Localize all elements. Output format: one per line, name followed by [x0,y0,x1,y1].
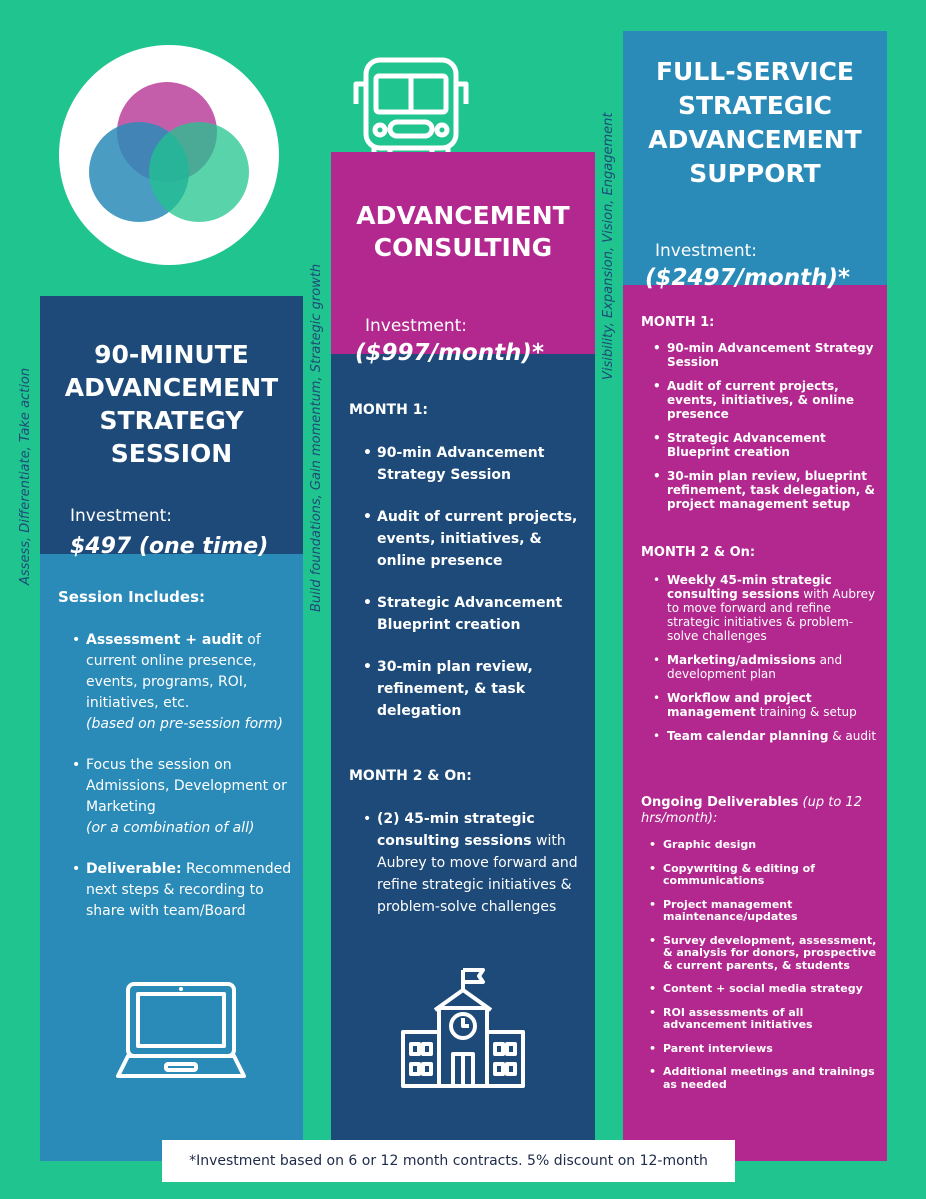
school-icon [399,966,527,1090]
list-item: • 30-min plan review, refinement, & task delegation [377,656,587,722]
list-item: • Audit of current projects, events, initiatives, & online presence [667,379,877,421]
col3-header [623,31,887,285]
list-item: • 90-min Advancement Strategy Session [377,442,587,486]
list-item: • Weekly 45-min strategic consulting sessions with Aubrey to move forward and refine strategic initiatives & problem-solve challenges [667,573,879,643]
col2-body [331,340,595,1161]
list-item: • Parent interviews [663,1043,877,1056]
list-item: • Workflow and project management training & setup [667,691,879,719]
col3-ongoing-list [663,839,877,1091]
col3-body [623,265,887,1161]
list-item: • Audit of current projects, events, initiatives, & online presence [377,506,587,572]
col1-price: $497 (one time) [70,534,269,559]
list-item: • Content + social media strategy [663,983,877,996]
col3-investment-label: Investment: [655,241,758,261]
col1-investment-label: Investment: [70,506,173,526]
list-item: • (2) 45-min strategic consulting sessions with Aubrey to move forward and refine strategic initiatives & problem-solve challenges [377,808,587,918]
col1-item-list [86,630,296,922]
col2-price: ($997/month)* [355,340,544,366]
col3-ongoing-heading: Ongoing Deliverables (up to 12 hrs/month): [641,795,862,826]
list-item: • Copywriting & editing of communications [663,863,877,888]
col2-month2-list [377,808,587,918]
column-90-minute-session [40,296,303,1161]
footer-note: *Investment based on 6 or 12 month contracts. 5% discount on 12-month [162,1140,735,1182]
laptop-icon [116,978,246,1088]
tagline-col2: Build foundations, Gain momentum, Strategic growth [309,263,324,612]
list-item: • Marketing/admissions and development plan [667,653,879,681]
list-item: • Graphic design [663,839,877,852]
list-item: • Strategic Advancement Blueprint creation [377,592,587,636]
col2-month1-list [377,442,587,722]
list-item: • Assessment + audit of current online presence, events, programs, ROI, initiatives, etc. (based on pre-session form) [86,630,296,735]
column-advancement-consulting [331,152,595,1161]
list-item: • ROI assessments of all advancement initiatives [663,1007,877,1032]
col3-month2-heading: MONTH 2 & On: [641,545,756,560]
col3-month1-heading: MONTH 1: [641,315,715,330]
col1-includes-heading: Session Includes: [58,588,205,606]
col2-month2-heading: MONTH 2 & On: [349,768,472,784]
col1-title: 90-MINUTE ADVANCEMENT STRATEGY SESSION [64,340,279,468]
col3-month1-list [667,341,877,511]
venn-diagram-logo [59,45,279,265]
col3-price: ($2497/month)* [645,265,850,291]
list-item: • Deliverable: Recommended next steps & recording to share with team/Board [86,859,296,922]
list-item: • 90-min Advancement Strategy Session [667,341,877,369]
bus-icon [352,54,470,168]
col2-month1-heading: MONTH 1: [349,402,429,418]
col2-header [331,152,595,354]
tagline-col1: Assess, Differentiate, Take action [18,367,33,585]
list-item: • Project management maintenance/updates [663,899,877,924]
list-item: • Focus the session on Admissions, Development or Marketing (or a combination of all) [86,755,296,839]
col1-header [40,296,303,554]
col3-title: FULL-SERVICE STRATEGIC ADVANCEMENT SUPPORT [648,57,862,188]
list-item: • Additional meetings and trainings as needed [663,1066,877,1091]
col1-body [40,534,303,1161]
logo [59,45,279,265]
list-item: • Survey development, assessment, & analysis for donors, prospective & current parents, & students [663,935,877,973]
col3-month2-list [667,573,879,743]
list-item: • 30-min plan review, blueprint refinement, task delegation, & project management setup [667,469,877,511]
column-full-service-support [623,31,887,1161]
tagline-col3: Visibility, Expansion, Vision, Engagement [601,112,616,380]
col2-investment-label: Investment: [365,316,468,336]
col2-title: ADVANCEMENT CONSULTING [356,201,570,262]
list-item: • Strategic Advancement Blueprint creation [667,431,877,459]
list-item: • Team calendar planning & audit [667,729,879,743]
